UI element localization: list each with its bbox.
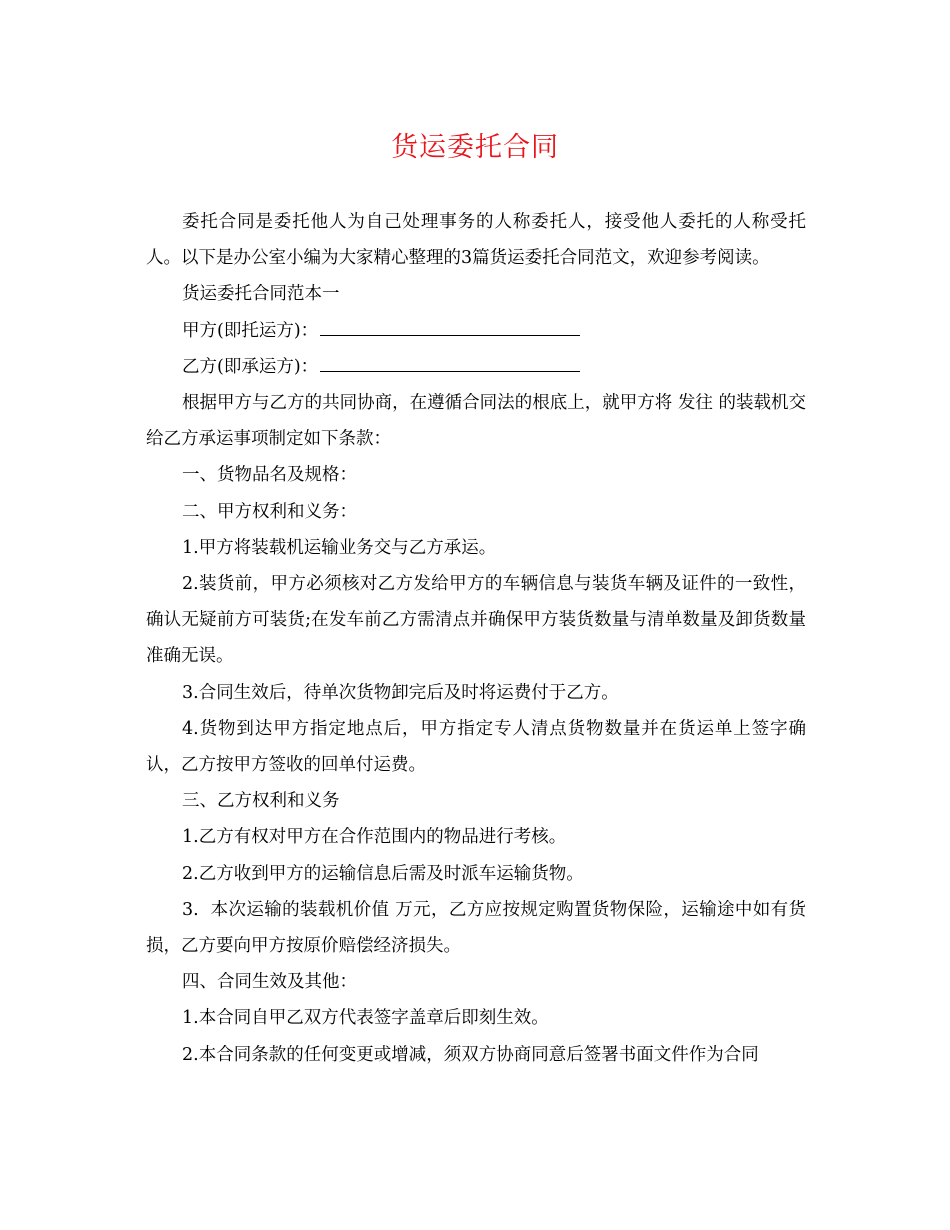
section-3-item-1: 1.乙方有权对甲方在合作范围内的物品进行考核。 [182,827,567,848]
party-b-line [146,349,806,385]
section-3-item-3: 3. 本次运输的装载机价值 万元，乙方应按规定购置货物保险，运输途中如有货损，乙方要向甲方按原价赔偿经济损失。 [146,899,806,957]
section-1-heading: 一、货物品名及规格： [182,465,357,486]
party-b-label: 乙方(即承运方)： [182,356,319,377]
section-2-item-1: 1.甲方将装载机运输业务交与乙方承运。 [182,537,497,558]
section-4-heading: 四、合同生效及其他： [182,972,357,993]
section-3-heading: 三、乙方权利和义务 [182,791,340,812]
section-3-item-2: 2.乙方收到甲方的运输信息后需及时派车运输货物。 [182,863,584,884]
intro-paragraph: 委托合同是委托他人为自己处理事务的人称委托人，接受他人委托的人称受托人。以下是办公室小编为大家精心整理的3篇货运委托合同范文，欢迎参考阅读。 [146,212,806,269]
section-2-item-2: 2.装货前，甲方必须核对乙方发给甲方的车辆信息与装货车辆及证件的一致性，确认无疑前方可装货;在发车前乙方需清点并确保甲方装货数量与清单数量及卸货数量准确无误。 [146,574,806,667]
section-2-heading: 二、甲方权利和义务： [182,501,357,522]
section-2-item-4: 4.货物到达甲方指定地点后，甲方指定专人清点货物数量并在货运单上签字确认，乙方按甲方签收的回单付运费。 [146,718,806,776]
document-title: 货运委托合同 [391,132,559,163]
section-4-item-2: 2.本合同条款的任何变更或增减，须双方协商同意后签署书面文件作为合同 [182,1044,759,1065]
party-a-blank [320,313,580,336]
section-2-item-3: 3.合同生效后，待单次货物卸完后及时将运费付于乙方。 [182,682,619,703]
party-a-line [146,313,806,349]
party-a-label: 甲方(即托运方)： [182,320,319,341]
preamble-paragraph: 根据甲方与乙方的共同协商，在遵循合同法的根底上，就甲方将 发往 的装载机交给乙方承运事项制定如下条款： [146,393,806,450]
document-body [146,204,806,1073]
section-4-item-1: 1.本合同自甲乙双方代表签字盖章后即刻生效。 [182,1008,549,1029]
sample-heading: 货运委托合同范本一 [182,284,340,305]
party-b-blank [320,349,580,372]
